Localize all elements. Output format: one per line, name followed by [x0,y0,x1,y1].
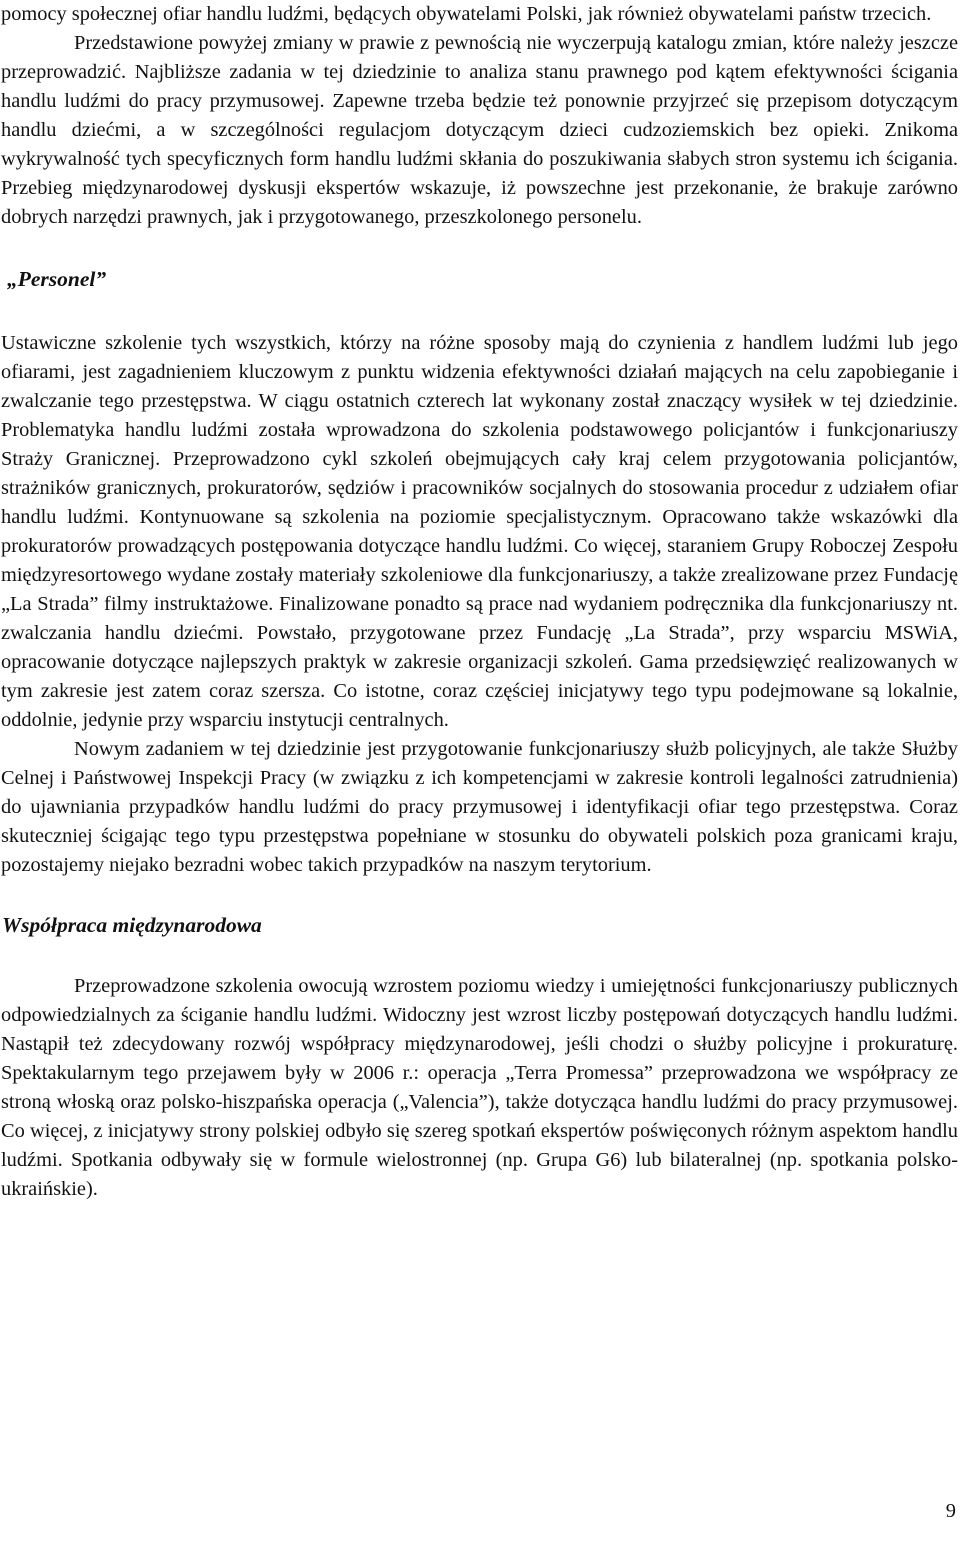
heading-personel: „Personel” [7,267,107,291]
paragraph-legal-changes: Przedstawione powyżej zmiany w prawie z pewnością nie wyczerpują katalogu zmian, które należy jeszcze przeprowadzić. Najbliższe zadania w tej dziedzinie to analiza stanu prawnego pod kątem efektywności ścigania handlu ludźmi do pracy przymusowej. Zapewne trzeba będzie też ponownie przyjrzeć się przepisom dotyczącym handlu dziećmi, a w szczególności regulacjom dotyczącym dzieci cudzoziemskich bez opieki. Znikoma wykrywalność tych specyficznych form handlu ludźmi skłania do poszukiwania słabych stron systemu ich ścigania. Przebieg międzynarodowej dyskusji ekspertów wskazuje, iż powszechne jest przekonanie, że brakuje zarówno dobrych narzędzi prawnych, jak i przygotowanego, przeszkolonego personelu. [1,32,958,228]
paragraph-cooperation: Przeprowadzone szkolenia owocują wzrostem poziomu wiedzy i umiejętności funkcjonariuszy publicznych odpowiedzialnych za ściganie handlu ludźmi. Widoczny jest wzrost liczby postępowań dotyczących handlu ludźmi. Nastąpił też zdecydowany rozwój współpracy międzynarodowej, jeśli chodzi o służby policyjne i prokuraturę. Spektakularnym tego przejawem były w 2006 r.: operacja „Terra Promessa” przeprowadzona we współpracy ze stroną włoską oraz polsko-hiszpańska operacja („Valencia”), także dotycząca handlu ludźmi do pracy przymusowej. Co więcej, z inicjatywy strony polskiej odbyło się szereg spotkań ekspertów poświęconych różnym aspektom handlu ludźmi. Spotkania odbywały się w formule wielostronnej (np. Grupa G6) lub bilateralnej (np. spotkania polsko-ukraińskie). [1,975,958,1200]
paragraph-intro-continuation: pomocy społecznej ofiar handlu ludźmi, będących obywatelami Polski, jak również obywatelami państw trzecich. [1,3,932,25]
paragraph-new-task: Nowym zadaniem w tej dziedzinie jest przygotowanie funkcjonariuszy służb policyjnych, ale także Służby Celnej i Państwowej Inspekcji Pracy (w związku z ich kompetencjami w zakresie kontroli legalności zatrudnienia) do ujawniania przypadków handlu ludźmi do pracy przymusowej i identyfikacji ofiar tego przestępstwa. Coraz skuteczniej ścigając tego typu przestępstwa popełniane w stosunku do obywateli polskich poza granicami kraju, pozostajemy niejako bezradni wobec takich przypadków na naszym terytorium. [1,738,958,876]
page-number: 9 [945,1500,956,1522]
heading-international-cooperation: Współpraca międzynarodowa [2,913,262,937]
paragraph-training: Ustawiczne szkolenie tych wszystkich, którzy na różne sposoby mają do czynienia z handlem ludźmi lub jego ofiarami, jest zagadnieniem kluczowym z punktu widzenia efektywności działań mających na celu zapobieganie i zwalczanie tego przestępstwa. W ciągu ostatnich czterech lat wykonany został znaczący wysiłek w tej dziedzinie. Problematyka handlu ludźmi została wprowadzona do szkolenia podstawowego policjantów i funkcjonariuszy Straży Granicznej. Przeprowadzono cykl szkoleń obejmujących cały kraj celem przygotowania policjantów, strażników granicznych, prokuratorów, sędziów i pracowników socjalnych do stosowania procedur z udziałem ofiar handlu ludźmi. Kontynuowane są szkolenia na poziomie specjalistycznym. Opracowano także wskazówki dla prokuratorów prowadzących postępowania dotyczące handlu ludźmi. Co więcej, staraniem Grupy Roboczej Zespołu międzyresortowego wydane zostały materiały szkoleniowe dla funkcjonariuszy, a także zrealizowane przez Fundację „La Strada” filmy instruktażowe. Finalizowane ponadto są prace nad wydaniem podręcznika dla funkcjonariuszy nt. zwalczania handlu dziećmi. Powstało, przygotowane przez Fundację „La Strada”, przy wsparciu MSWiA, opracowanie dotyczące najlepszych praktyk w zakresie organizacji szkoleń. Gama przedsięwzięć realizowanych w tym zakresie jest zatem coraz szersza. Co istotne, coraz częściej inicjatywy tego typu podejmowane są lokalnie, oddolnie, jedynie przy wsparciu instytucji centralnych. [1,332,958,731]
